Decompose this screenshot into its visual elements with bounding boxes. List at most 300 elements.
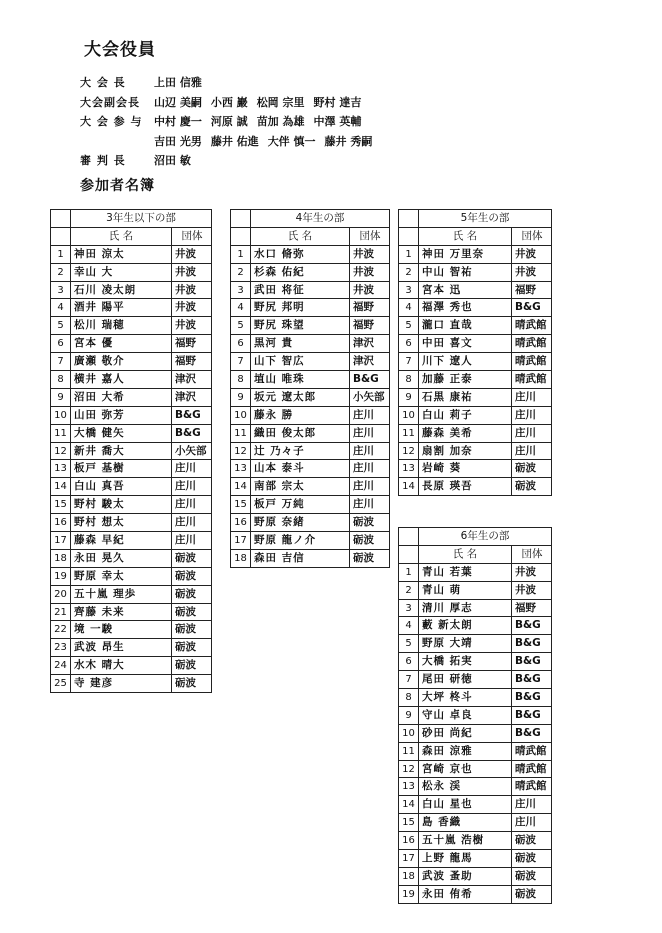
row-number: 6 <box>399 653 419 671</box>
participant-team: 津沢 <box>172 388 212 406</box>
table-row <box>231 371 390 389</box>
blank-cell <box>231 227 251 245</box>
table-row <box>51 549 212 567</box>
participant-name: 宮崎 京也 <box>419 760 512 778</box>
officer-names <box>154 93 370 113</box>
table-row <box>51 281 212 299</box>
participant-team: 庄川 <box>350 496 390 514</box>
table-row <box>51 245 212 263</box>
table-row <box>399 406 552 424</box>
participant-team: 砺波 <box>172 585 212 603</box>
row-number: 2 <box>231 263 251 281</box>
row-number: 23 <box>51 639 71 657</box>
column-header-name: 氏 名 <box>251 227 350 245</box>
row-number: 8 <box>51 371 71 389</box>
officer-row <box>80 151 381 171</box>
table-title-row <box>399 210 552 228</box>
table-row <box>51 585 212 603</box>
table-row <box>231 478 390 496</box>
participant-name: 野原 奈緒 <box>251 514 350 532</box>
participant-name: 岩崎 葵 <box>419 460 512 478</box>
officer-row <box>80 93 381 113</box>
participant-name: 水木 晴大 <box>71 657 172 675</box>
table-row <box>231 549 390 567</box>
row-number: 2 <box>51 263 71 281</box>
participant-team: 晴武館 <box>512 317 552 335</box>
participant-team: 井波 <box>512 581 552 599</box>
officer-role: 大会副会長 <box>80 95 140 109</box>
row-number: 17 <box>51 532 71 550</box>
participant-name: 松永 渓 <box>419 778 512 796</box>
table-row <box>51 478 212 496</box>
participant-name: 野村 駿太 <box>71 496 172 514</box>
officer-name: 藤井 佑進 <box>210 134 259 148</box>
participants-title: 参加者名簿 <box>80 178 155 194</box>
participant-name: 山本 泰斗 <box>251 460 350 478</box>
participant-team: 井波 <box>512 263 552 281</box>
participant-team: 庄川 <box>512 814 552 832</box>
row-number: 11 <box>231 424 251 442</box>
participant-name: 中田 喜文 <box>419 335 512 353</box>
row-number: 4 <box>399 617 419 635</box>
participant-team: 井波 <box>350 245 390 263</box>
participant-name: 黒河 貴 <box>251 335 350 353</box>
participant-name: 野原 大靖 <box>419 635 512 653</box>
participant-team: B&G <box>350 371 390 389</box>
participant-team: 庄川 <box>512 388 552 406</box>
participant-name: 南部 宗太 <box>251 478 350 496</box>
row-number: 9 <box>399 706 419 724</box>
participant-name: 山田 弥芳 <box>71 406 172 424</box>
participant-name: 藤永 勝 <box>251 406 350 424</box>
participant-team: 庄川 <box>350 460 390 478</box>
participant-team: 小矢部 <box>172 442 212 460</box>
table-row <box>399 778 552 796</box>
participant-team: 福野 <box>172 335 212 353</box>
row-number: 9 <box>399 388 419 406</box>
participant-name: 加藤 正泰 <box>419 371 512 389</box>
officer-role: 大 会 長 <box>80 76 126 89</box>
row-number: 14 <box>399 796 419 814</box>
table-row <box>399 850 552 868</box>
participant-team: 砺波 <box>512 832 552 850</box>
row-number: 2 <box>399 263 419 281</box>
participant-name: 野原 幸太 <box>71 567 172 585</box>
participant-name: 尾田 研徳 <box>419 671 512 689</box>
participant-team: 福野 <box>512 599 552 617</box>
participant-team: 砺波 <box>172 549 212 567</box>
table-row <box>231 460 390 478</box>
officer-name: 沼田 敏 <box>154 154 191 167</box>
participant-team: 庄川 <box>512 406 552 424</box>
participant-name: 中山 智祐 <box>419 263 512 281</box>
officer-row <box>80 132 381 152</box>
table-row <box>399 689 552 707</box>
officer-names <box>154 112 370 132</box>
participant-name: 藪 新太朗 <box>419 617 512 635</box>
participant-team: B&G <box>512 617 552 635</box>
participant-name: 神田 万里奈 <box>419 245 512 263</box>
participant-team: 井波 <box>350 281 390 299</box>
row-number: 19 <box>51 567 71 585</box>
participant-team: 晴武館 <box>512 742 552 760</box>
table-row <box>399 635 552 653</box>
row-number: 1 <box>51 245 71 263</box>
officer-row <box>80 112 381 132</box>
row-number: 18 <box>231 549 251 567</box>
table-row <box>399 724 552 742</box>
table-row <box>51 514 212 532</box>
column-header-row <box>51 227 212 245</box>
table-row <box>399 814 552 832</box>
row-number: 17 <box>399 850 419 868</box>
table-row <box>231 514 390 532</box>
column-header-team: 団体 <box>172 227 212 245</box>
participant-team: 福野 <box>172 353 212 371</box>
participant-team: 福野 <box>512 281 552 299</box>
participant-team: B&G <box>512 689 552 707</box>
table-row <box>231 299 390 317</box>
row-number: 8 <box>399 371 419 389</box>
row-number: 18 <box>399 867 419 885</box>
table-title: 4年生の部 <box>251 210 390 228</box>
participant-team: 井波 <box>172 263 212 281</box>
table-row <box>231 335 390 353</box>
participant-team: 井波 <box>172 245 212 263</box>
officer-name: 上田 信雅 <box>154 76 202 89</box>
row-number: 14 <box>231 478 251 496</box>
participant-name: 青山 若葉 <box>419 563 512 581</box>
officer-name: 中村 慶一 <box>154 115 202 128</box>
table-title: 3年生以下の部 <box>71 210 212 228</box>
officer-row <box>80 73 381 93</box>
participant-team: 砺波 <box>512 850 552 868</box>
participant-team: 庄川 <box>350 406 390 424</box>
column-header-name: 氏 名 <box>419 227 512 245</box>
table-row <box>399 424 552 442</box>
participant-team: 庄川 <box>350 424 390 442</box>
participant-team: 晴武館 <box>512 335 552 353</box>
table-row <box>399 599 552 617</box>
participant-team: 小矢部 <box>350 388 390 406</box>
officer-names <box>154 132 381 152</box>
table-row <box>399 460 552 478</box>
participant-name: 板戸 万純 <box>251 496 350 514</box>
participant-team: 庄川 <box>172 460 212 478</box>
participant-name: 板戸 基樹 <box>71 460 172 478</box>
participant-team: 福野 <box>350 317 390 335</box>
column-header-team: 団体 <box>512 227 552 245</box>
row-number: 16 <box>231 514 251 532</box>
participant-name: 石川 凌太朗 <box>71 281 172 299</box>
table-row <box>399 742 552 760</box>
table-row <box>51 567 212 585</box>
row-number: 5 <box>399 635 419 653</box>
table-row <box>399 760 552 778</box>
participant-name: 永田 侑希 <box>419 885 512 903</box>
table-row <box>231 424 390 442</box>
table-row <box>231 281 390 299</box>
participant-team: 津沢 <box>350 353 390 371</box>
participant-name: 扇割 加奈 <box>419 442 512 460</box>
participant-name: 新井 喬大 <box>71 442 172 460</box>
table-row <box>51 675 212 693</box>
table-row <box>399 442 552 460</box>
row-number: 9 <box>231 388 251 406</box>
table-row <box>51 639 212 657</box>
participant-name: 野尻 珠望 <box>251 317 350 335</box>
participant-team: 砺波 <box>172 567 212 585</box>
grade4-table <box>230 209 390 568</box>
participant-team: B&G <box>172 406 212 424</box>
row-number: 3 <box>231 281 251 299</box>
row-number: 7 <box>399 353 419 371</box>
participant-name: 酒井 陽平 <box>71 299 172 317</box>
table-row <box>51 353 212 371</box>
column-header-row <box>231 227 390 245</box>
participant-name: 坂元 遼太郎 <box>251 388 350 406</box>
officer-name: 野村 達吉 <box>313 95 362 109</box>
participant-name: 清川 厚志 <box>419 599 512 617</box>
participant-name: 大橋 拓実 <box>419 653 512 671</box>
participant-team: 庄川 <box>512 442 552 460</box>
officer-name: 大伴 慎一 <box>267 134 316 148</box>
participant-name: 永田 晃久 <box>71 549 172 567</box>
participant-name: 松川 瑞穂 <box>71 317 172 335</box>
participant-name: 石黒 康祐 <box>419 388 512 406</box>
participant-name: 白山 真吾 <box>71 478 172 496</box>
row-number: 9 <box>51 388 71 406</box>
row-number: 2 <box>399 581 419 599</box>
participant-name: 辻 乃々子 <box>251 442 350 460</box>
row-number: 15 <box>51 496 71 514</box>
table-row <box>399 335 552 353</box>
participant-name: 宮本 迅 <box>419 281 512 299</box>
participant-name: 織田 俊太郎 <box>251 424 350 442</box>
officer-names <box>154 151 200 171</box>
row-number: 7 <box>51 353 71 371</box>
participant-name: 藤森 美希 <box>419 424 512 442</box>
row-number: 19 <box>399 885 419 903</box>
participant-team: 庄川 <box>350 478 390 496</box>
table-row <box>231 388 390 406</box>
participant-team: 庄川 <box>172 514 212 532</box>
participant-team: 福野 <box>350 299 390 317</box>
participant-team: B&G <box>512 706 552 724</box>
row-number: 25 <box>51 675 71 693</box>
participant-team: 井波 <box>172 317 212 335</box>
participant-name: 宮本 優 <box>71 335 172 353</box>
row-number: 10 <box>399 724 419 742</box>
row-number: 13 <box>399 460 419 478</box>
participant-name: 寺 建彦 <box>71 675 172 693</box>
row-number: 3 <box>51 281 71 299</box>
participant-name: 水口 脩弥 <box>251 245 350 263</box>
participant-team: 砺波 <box>350 514 390 532</box>
page-title: 大会役員 <box>84 40 156 60</box>
row-number: 10 <box>51 406 71 424</box>
table-row <box>399 581 552 599</box>
row-number: 8 <box>231 371 251 389</box>
row-number: 11 <box>399 424 419 442</box>
row-number: 7 <box>231 353 251 371</box>
table-title-row <box>231 210 390 228</box>
row-number: 22 <box>51 621 71 639</box>
table-row <box>231 496 390 514</box>
row-number: 5 <box>399 317 419 335</box>
table-row <box>399 353 552 371</box>
table-row <box>231 442 390 460</box>
row-number: 8 <box>399 689 419 707</box>
participant-team: B&G <box>172 424 212 442</box>
table-row <box>399 885 552 903</box>
participant-team: 砺波 <box>512 478 552 496</box>
table-row <box>399 371 552 389</box>
table-row <box>51 442 212 460</box>
participant-name: 沼田 大希 <box>71 388 172 406</box>
table-row <box>399 706 552 724</box>
participant-name: 大坪 柊斗 <box>419 689 512 707</box>
row-number: 4 <box>399 299 419 317</box>
blank-cell <box>231 210 251 228</box>
participant-team: 晴武館 <box>512 778 552 796</box>
table-row <box>231 245 390 263</box>
grade6-table <box>398 527 552 904</box>
row-number: 13 <box>399 778 419 796</box>
row-number: 13 <box>51 460 71 478</box>
table-row <box>231 406 390 424</box>
table-row <box>51 603 212 621</box>
participant-name: 野村 想太 <box>71 514 172 532</box>
participant-team: 庄川 <box>512 796 552 814</box>
row-number: 12 <box>231 442 251 460</box>
table-row <box>231 532 390 550</box>
participant-name: 藤森 早紀 <box>71 532 172 550</box>
participant-name: 野原 龍ノ介 <box>251 532 350 550</box>
column-header-team: 団体 <box>350 227 390 245</box>
blank-cell <box>399 528 419 546</box>
table-row <box>399 832 552 850</box>
participant-name: 幸山 大 <box>71 263 172 281</box>
blank-cell <box>399 545 419 563</box>
row-number: 3 <box>399 599 419 617</box>
participant-team: 砺波 <box>172 621 212 639</box>
participant-team: 砺波 <box>172 675 212 693</box>
participant-name: 武波 昂生 <box>71 639 172 657</box>
grade3-table <box>50 209 212 693</box>
table-row <box>399 563 552 581</box>
participant-team: 砺波 <box>172 639 212 657</box>
column-header-name: 氏 名 <box>419 545 512 563</box>
row-number: 4 <box>231 299 251 317</box>
table-title: 6年生の部 <box>419 528 552 546</box>
participant-team: 砺波 <box>512 460 552 478</box>
participant-name: 武波 蚤助 <box>419 867 512 885</box>
participant-name: 五十嵐 理歩 <box>71 585 172 603</box>
table-row <box>51 496 212 514</box>
table-row <box>51 406 212 424</box>
participant-team: 砺波 <box>172 603 212 621</box>
table-row <box>399 317 552 335</box>
table-title-row <box>399 528 552 546</box>
table-row <box>399 478 552 496</box>
table-title: 5年生の部 <box>419 210 552 228</box>
participant-name: 神田 涼太 <box>71 245 172 263</box>
participant-name: 瀧口 直哉 <box>419 317 512 335</box>
participant-name: 境 一駿 <box>71 621 172 639</box>
participant-name: 廣瀬 敬介 <box>71 353 172 371</box>
row-number: 6 <box>399 335 419 353</box>
participant-team: B&G <box>512 299 552 317</box>
officer-name: 中澤 英輔 <box>313 115 362 128</box>
participant-name: 野尻 邦明 <box>251 299 350 317</box>
column-header-name: 氏 名 <box>71 227 172 245</box>
participant-name: 森田 涼雅 <box>419 742 512 760</box>
table-title-row <box>51 210 212 228</box>
participant-team: 井波 <box>512 245 552 263</box>
participant-team: B&G <box>512 653 552 671</box>
participant-team: B&G <box>512 671 552 689</box>
row-number: 15 <box>399 814 419 832</box>
participant-team: B&G <box>512 724 552 742</box>
row-number: 17 <box>231 532 251 550</box>
participant-team: 庄川 <box>350 442 390 460</box>
participant-name: 福澤 秀也 <box>419 299 512 317</box>
table-row <box>231 263 390 281</box>
row-number: 12 <box>51 442 71 460</box>
participant-team: 津沢 <box>350 335 390 353</box>
row-number: 3 <box>399 281 419 299</box>
participant-team: 晴武館 <box>512 760 552 778</box>
table-row <box>51 532 212 550</box>
participant-team: 井波 <box>350 263 390 281</box>
participant-name: 長原 瑛吾 <box>419 478 512 496</box>
participant-name: 守山 卓良 <box>419 706 512 724</box>
officer-name: 松岡 宗里 <box>256 95 305 109</box>
table-row <box>399 245 552 263</box>
blank-cell <box>51 227 71 245</box>
table-row <box>399 867 552 885</box>
table-row <box>399 796 552 814</box>
blank-cell <box>399 210 419 228</box>
row-number: 7 <box>399 671 419 689</box>
table-row <box>51 263 212 281</box>
table-row <box>399 281 552 299</box>
participant-name: 白山 星也 <box>419 796 512 814</box>
officer-name: 苗加 為雄 <box>256 115 305 128</box>
participant-team: 砺波 <box>172 657 212 675</box>
officer-name: 藤井 秀嗣 <box>324 134 373 148</box>
table-row <box>399 671 552 689</box>
table-row <box>51 657 212 675</box>
participant-team: 砺波 <box>512 885 552 903</box>
column-header-row <box>399 545 552 563</box>
participant-name: 山下 智広 <box>251 353 350 371</box>
officer-name: 河原 誠 <box>210 115 248 128</box>
participant-team: 庄川 <box>172 532 212 550</box>
officer-names <box>154 73 211 93</box>
row-number: 1 <box>399 563 419 581</box>
participant-name: 青山 萌 <box>419 581 512 599</box>
participant-team: 晴武館 <box>512 371 552 389</box>
participant-name: 砂田 尚紀 <box>419 724 512 742</box>
row-number: 10 <box>399 406 419 424</box>
table-row <box>51 335 212 353</box>
officer-role: 大 会 参 与 <box>80 115 143 128</box>
participant-name: 白山 莉子 <box>419 406 512 424</box>
row-number: 15 <box>231 496 251 514</box>
officer-role: 審 判 長 <box>80 154 126 167</box>
